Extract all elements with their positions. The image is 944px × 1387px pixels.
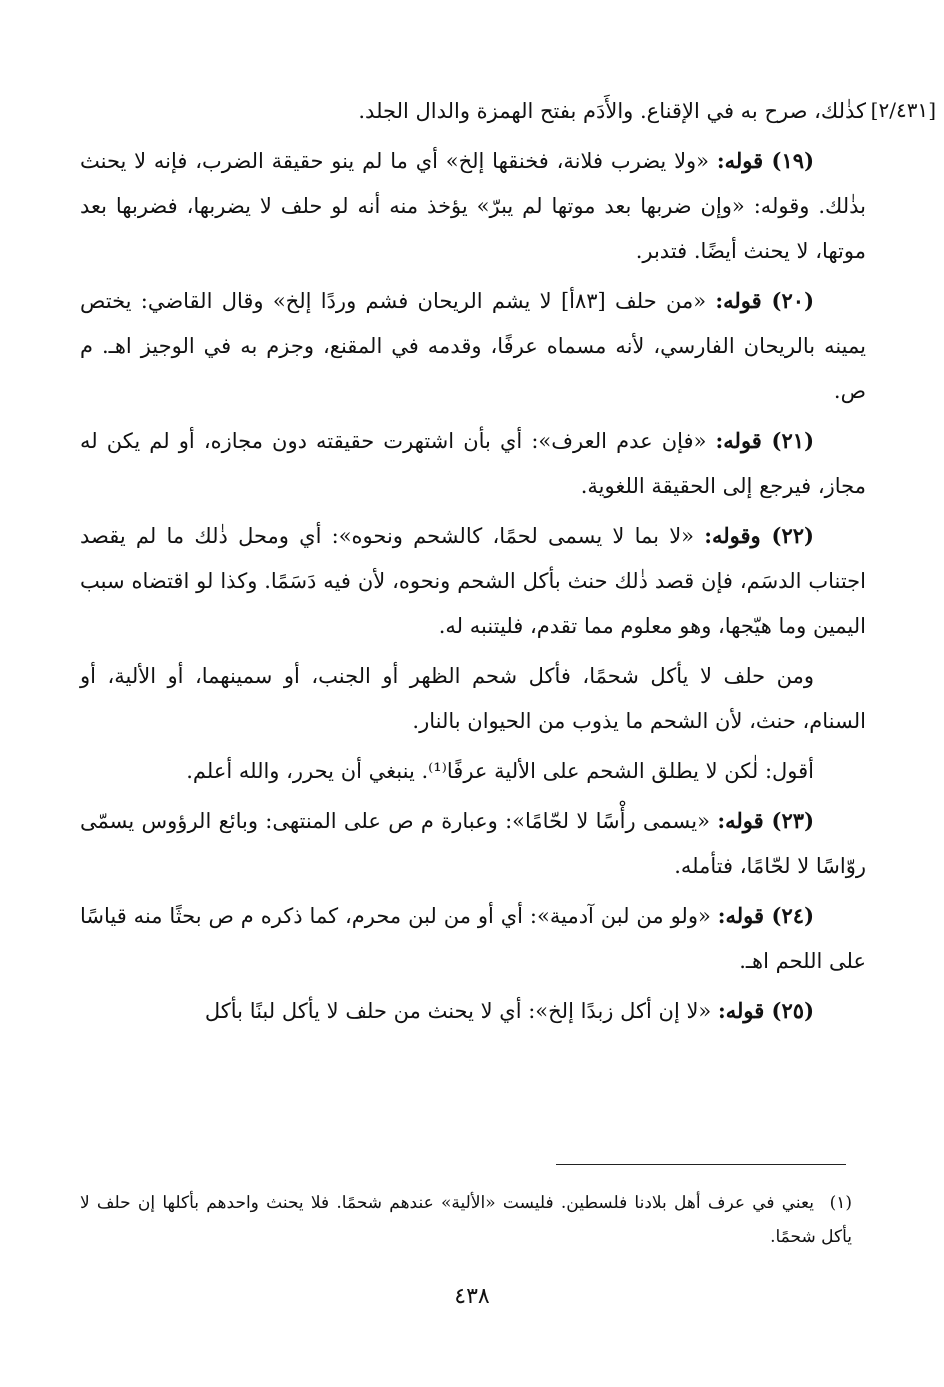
- paragraph-22: [80, 513, 866, 649]
- paragraph-label: (٢٥) قوله:: [717, 998, 814, 1023]
- paragraph-label: (٢٢) وقوله:: [704, 523, 814, 548]
- footnote-text: يعني في عرف أهل بلادنا فلسطين. فليست «الألية» عندهم شحمًا. فلا يحنث واحدهم بأكلها إن حلف لا يأكل شحمًا.: [80, 1193, 852, 1247]
- paragraph-23: [80, 798, 866, 889]
- paragraph-label: (١٩) قوله:: [716, 148, 814, 173]
- paragraph-label: (٢٣) قوله:: [717, 808, 814, 833]
- paragraph-continuation: [80, 88, 866, 134]
- margin-reference: [٢/٤٣١]: [870, 98, 936, 122]
- paragraph-21: [80, 418, 866, 509]
- paragraph-20: [80, 278, 866, 414]
- paragraph-comment: [80, 748, 866, 794]
- main-text: [80, 88, 866, 1038]
- paragraph-24: [80, 893, 866, 984]
- paragraph-25: [80, 988, 866, 1034]
- paragraph-text: أقول: لٰكن لا يطلق الشحم على الألية عرفًا⁽¹⁾. ينبغي أن يحرر، والله أعلم.: [186, 759, 814, 783]
- paragraph-text: «يسمى رأْسًا لا لحّامًا»: وعبارة م ص على المنتهى: وبائع الرؤوس يسمّى روّاسًا لا لحّامًا، فتأمله.: [80, 809, 866, 878]
- paragraph-quote: [80, 653, 866, 744]
- paragraph-text: «لا بما لا يسمى لحمًا، كالشحم ونحوه»: أي ومحل ذٰلك ما لم يقصد اجتناب الدسَم، فإن قصد ذٰلك حنث بأكل الشحم ونحوه، لأن فيه دَسَمًا. وكذا لو اقتضاه سبب اليمين وما هيّجها، وهو معلوم مما تقدم، فليتنبه له.: [80, 524, 866, 638]
- paragraph-text: ومن حلف لا يأكل شحمًا، فأكل شحم الظهر أو الجنب، أو سمينهما، أو الألية، أو السنام، حنث، لأن الشحم ما يذوب من الحيوان بالنار.: [80, 664, 866, 733]
- paragraph-text: «فإن عدم العرف»: أي بأن اشتهرت حقيقته دون مجازه، أو لم يكن له مجاز، فيرجع إلى الحقيقة اللغوية.: [80, 429, 866, 498]
- paragraph-text: «ولا يضرب فلانة، فخنقها إلخ» أي ما لم ينو حقيقة الضرب، فإنه لا يحنث بذٰلك. وقوله: «وإن ضربها بعد موتها لم يبرّ» يؤخذ منه أنه لو حلف لا يضربها، فضربها بعد موتها، لا يحنث أيضًا. فتدبر.: [80, 149, 866, 263]
- footnote-number: (١): [829, 1193, 852, 1213]
- paragraph-label: (٢١) قوله:: [715, 428, 814, 453]
- paragraph-text: «من حلف [٨٣أ] لا يشم الريحان فشم وردًا إلخ» وقال القاضي: يختص يمينه بالريحان الفارسي، لأنه مسماه عرفًا، وقدمه في المقنع، وجزم به في الوجيز اهـ. م ص.: [80, 289, 866, 403]
- paragraph-19: [80, 138, 866, 274]
- paragraph-label: (٢٠) قوله:: [715, 288, 814, 313]
- page-number: ٤٣٨: [454, 1284, 490, 1309]
- paragraph-label: (٢٤) قوله:: [717, 903, 814, 928]
- footnotes: [80, 1186, 852, 1254]
- paragraph-text: «ولو من لبن آدمية»: أي أو من لبن محرم، كما ذكره م ص بحثًا منه قياسًا على اللحم اهـ.: [80, 904, 866, 973]
- paragraph-text: «لا إن أكل زبدًا إلخ»: أي لا يحنث من حلف لا يأكل لبنًا بأكل: [204, 999, 718, 1023]
- paragraph-text: كذٰلك، صرح به في الإقناع. والأَدَم بفتح الهمزة والدال الجلد.: [358, 99, 866, 123]
- footnote-divider: [556, 1164, 846, 1165]
